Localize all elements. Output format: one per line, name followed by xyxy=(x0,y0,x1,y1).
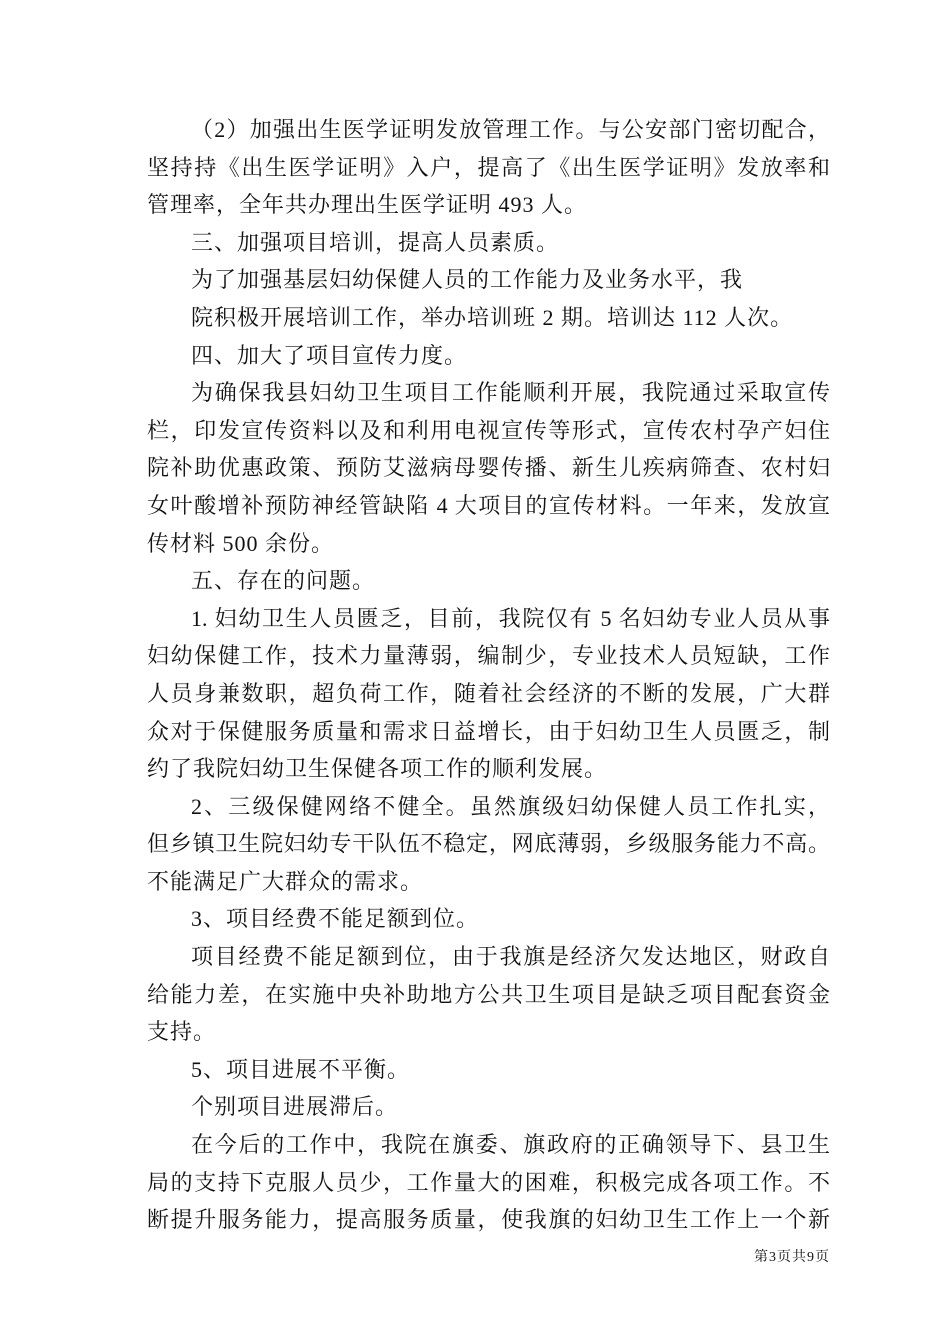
text-line: 院积极开展培训工作，举办培训班 2 期。培训达 112 人次。 xyxy=(191,304,794,330)
text-line: 三、加强项目培训，提高人员素质。 xyxy=(191,229,560,255)
document-body xyxy=(147,111,830,1239)
text-line: 1. 妇幼卫生人员匮乏，目前，我院仅有 5 名妇幼专业人员从事 xyxy=(191,605,830,631)
text-line: 但乡镇卫生院妇幼专干队伍不稳定，网底薄弱，乡级服务能力不高。 xyxy=(147,831,830,857)
text-line: 栏，印发宣传资料以及和利用电视宣传等形式，宣传农村孕产妇住 xyxy=(147,417,830,443)
text-line: 为确保我县妇幼卫生项目工作能顺利开展，我院通过采取宣传 xyxy=(191,380,830,406)
text-line: 5、项目进展不平衡。 xyxy=(191,1056,411,1082)
text-line: 坚持持《出生医学证明》入户，提高了《出生医学证明》发放率和 xyxy=(147,154,830,180)
text-line: 妇幼保健工作，技术力量薄弱，编制少，专业技术人员短缺，工作 xyxy=(147,643,830,669)
text-line: 传材料 500 余份。 xyxy=(147,530,335,556)
page-footer xyxy=(754,1246,830,1266)
text-line: 四、加大了项目宣传力度。 xyxy=(191,342,468,368)
text-line: 支持。 xyxy=(147,1019,217,1045)
text-line: 局的支持下克服人员少，工作量大的困难，积极完成各项工作。不 xyxy=(147,1169,830,1195)
text-line: 2、三级保健网络不健全。虽然旗级妇幼保健人员工作扎实， xyxy=(191,793,830,819)
text-line: 众对于保健服务质量和需求日益增长，由于妇幼卫生人员匮乏，制 xyxy=(147,718,830,744)
text-line: 约了我院妇幼卫生保健各项工作的顺利发展。 xyxy=(147,756,608,782)
text-line: 3、项目经费不能足额到位。 xyxy=(191,906,480,932)
text-line: 不能满足广大群众的需求。 xyxy=(147,868,424,894)
page-number-label: 第3页共9页 xyxy=(754,1250,830,1265)
text-line: （2）加强出生医学证明发放管理工作。与公安部门密切配合， xyxy=(191,117,830,142)
text-line: 在今后的工作中，我院在旗委、旗政府的正确领导下、县卫生 xyxy=(191,1132,830,1158)
text-line: 人员身兼数职，超负荷工作，随着社会经济的不断的发展，广大群 xyxy=(147,680,830,706)
text-line: 为了加强基层妇幼保健人员的工作能力及业务水平，我 xyxy=(191,267,744,293)
text-line: 项目经费不能足额到位，由于我旗是经济欠发达地区，财政自 xyxy=(191,944,830,970)
text-line: 五、存在的问题。 xyxy=(191,568,376,594)
text-line: 个别项目进展滞后。 xyxy=(191,1094,399,1120)
text-line: 院补助优惠政策、预防艾滋病母婴传播、新生儿疾病筛查、农村妇 xyxy=(147,455,830,481)
text-line: 给能力差，在实施中央补助地方公共卫生项目是缺乏项目配套资金 xyxy=(147,981,830,1007)
text-line: 断提升服务能力，提高服务质量，使我旗的妇幼卫生工作上一个新 xyxy=(147,1207,830,1233)
text-line: 女叶酸增补预防神经管缺陷 4 大项目的宣传材料。一年来，发放宣 xyxy=(147,492,830,518)
text-line: 管理率，全年共办理出生医学证明 493 人。 xyxy=(147,192,588,218)
